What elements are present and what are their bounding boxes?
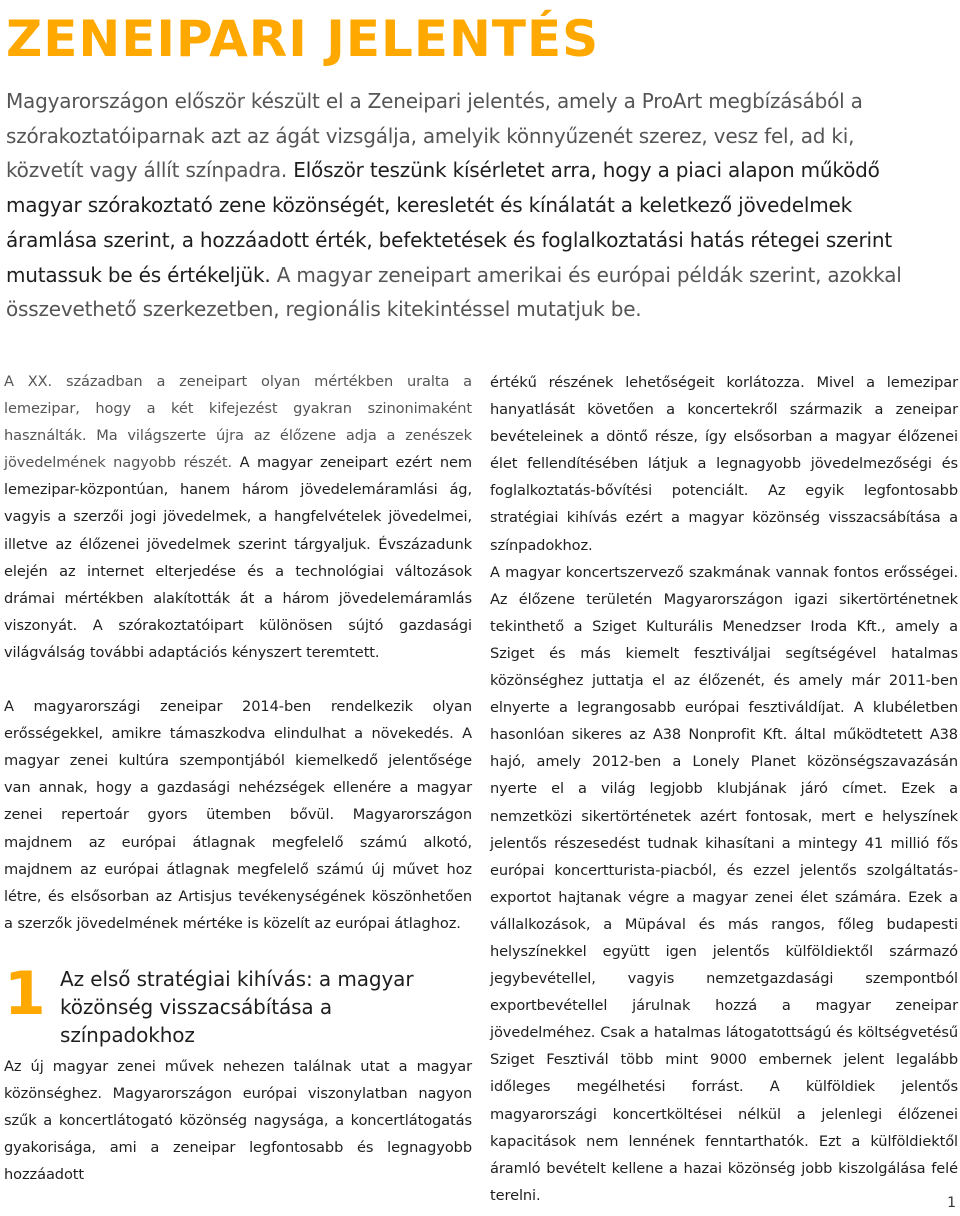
heading-line-1: Az első stratégiai kihívás: a magyar bbox=[60, 966, 414, 991]
left-paragraph-2: A magyarországi zeneipar 2014-ben rendelkezik olyan erősségekkel, amikre támaszkodva elindulhat a növekedés. A magyar zenei kultúra szempontjából kiemelkedő jelentősége van annak, hogy a gazdasági nehézségek ellenére a magyar zenei repertoár gyors ütemben bővül. Magyarországon majdnem az európai átlagnak megfelelő számú alkotó, majdnem az európai átlagnak megfelelő számú új művet hoz létre, és elsősorban az Artisjus tevékenységének köszönhetően a szerzők jövedelmének mértéke is közelít az európai átlaghoz. bbox=[4, 698, 472, 932]
strategic-challenge-heading bbox=[4, 958, 472, 1047]
intro-text-part-2: Először teszünk kísérletet arra, hogy a piaci alapon működő magyar szórakoztató zene közönségét, keresletét és kínálatát a keletkező jövedelmek áramlása szerint, a hozzáadott érték, befektetések és foglalkoztatási hatás rétegei szerint mutassuk be és értékeljük. bbox=[6, 158, 892, 287]
heading-line-2: közönség visszacsábítása a színpadokhoz bbox=[60, 994, 332, 1047]
left-paragraph-1-part-2: A magyar zeneipart ezért nem lemezipar-központúan, hanem három jövedelemáramlási ág, vagyis a szerzői jogi jövedelmek, a hangfelvételek jövedelmei, illetve az élőzenei jövedelmek szerint tárgyaljuk. Évszázadunk elején az internet elterjedése és a technológiai változások drámai mértékben alakították át a három jövedelemáramlás viszonyát. A szórakoztatóipart különösen sújtó gazdasági világválság további adaptációs kényszert teremtett. bbox=[4, 454, 472, 661]
intro-text-part-3: A magyar zeneipart amerikai és európai példák szerint, azokkal összevethető szerkezetben, regionális kitekintéssel mutatjuk be. bbox=[6, 262, 902, 322]
heading-number: 1 bbox=[4, 958, 46, 1029]
intro-paragraph bbox=[6, 84, 906, 327]
right-paragraph-2: A magyar koncertszervező szakmának vannak fontos erősségei. Az élőzene területén Magyarországon igazi sikertörténetnek tekinthető a Sziget Kulturális Menedzser Iroda Kft., amely a Sziget és más kiemelt fesztiváljai segítségével hatalmas közönséghez juttatja el az élőzenét, és amely már 2011-ben elnyerte a legrangosabb európai fesztiváldíjat. A klubéletben hasonlóan sikeres az A38 Nonprofit Kft. által működtetett A38 hajó, amely 2012-ben a Lonely Planet közönségszavazásán nyerte el a világ legjobb klubjának járó címet. Ezek a nemzetközi sikertörténetek azért fontosak, mert e helyszínek jelentős részesedést tudnak kihasítani a mintegy 41 millió fős európai koncertturista-piacból, és ezzel jelentős szolgáltatás-exportot hajtanak végre a magyar zenei élet számára. Ezek a vállalkozások, a Müpával és más rangos, főleg budapesti helyszínekkel együtt igen jelentős külföldiektől származó jegybevétellel, vagyis nemzetgazdasági szempontból exportbevétellel járulnak hozzá a magyar zeneipar jövedelméhez. Csak a hatalmas látogatottságú és költségvetésű Sziget Fesztivál több mint 9000 embernek jelent legalább időleges megélhetési forrást. A külföldiek jelentős magyarországi koncertköltései nélkül a jelenlegi élőzenei kapacitások nem lennének fenntarthatók. Ezt a külföldiektől áramló bevételt kellene a hazai közönség jobb kiszolgálása felé terelni. bbox=[490, 563, 958, 1204]
page-number: 1 bbox=[947, 1195, 956, 1211]
intro-text-part-1: Magyarországon először készült el a Zeneipari jelentés, amely a ProArt megbízásából a szórakoztatóiparnak azt az ágát vizsgálja, amelyik könnyűzenét szerez, vesz fel, ad ki, közvetít vagy állít színpadra. bbox=[6, 89, 863, 183]
left-paragraph-1-part-1: A XX. században a zeneipart olyan mértékben uralta a lemezipar, hogy a két kifejezést gyakran szinonimaként használták. Ma világszerte újra az élőzene adja a zenészek jövedelmének nagyobb részét. bbox=[4, 373, 472, 472]
right-paragraph-1: értékű részének lehetőségeit korlátozza. Mivel a lemezipar hanyatlását követően a koncertekről származik a zeneipar bevételeinek a döntő része, így elsősorban a magyar élőzenei élet fellendítésében látjuk a legnagyobb jövedelmezőségi és foglalkoztatás-bővítési potenciált. Az egyik legfontosabb stratégiai kihívás ezért a magyar közönség visszacsábítása a színpadokhoz. bbox=[490, 374, 958, 554]
left-column bbox=[4, 368, 472, 1188]
left-paragraph-3: Az új magyar zenei művek nehezen találnak utat a magyar közönséghez. Magyarországon európai viszonylatban nagyon szűk a koncertlátogató közönség nagysága, a koncertlátogatás gyakorisága, ami a zeneipar legfontosabb és legnagyobb hozzáadott bbox=[4, 1057, 472, 1184]
report-title: ZENEIPARI JELENTÉS bbox=[6, 10, 600, 68]
right-column bbox=[490, 369, 958, 1209]
left-paragraph-1 bbox=[4, 368, 472, 666]
heading-text bbox=[60, 965, 470, 1049]
